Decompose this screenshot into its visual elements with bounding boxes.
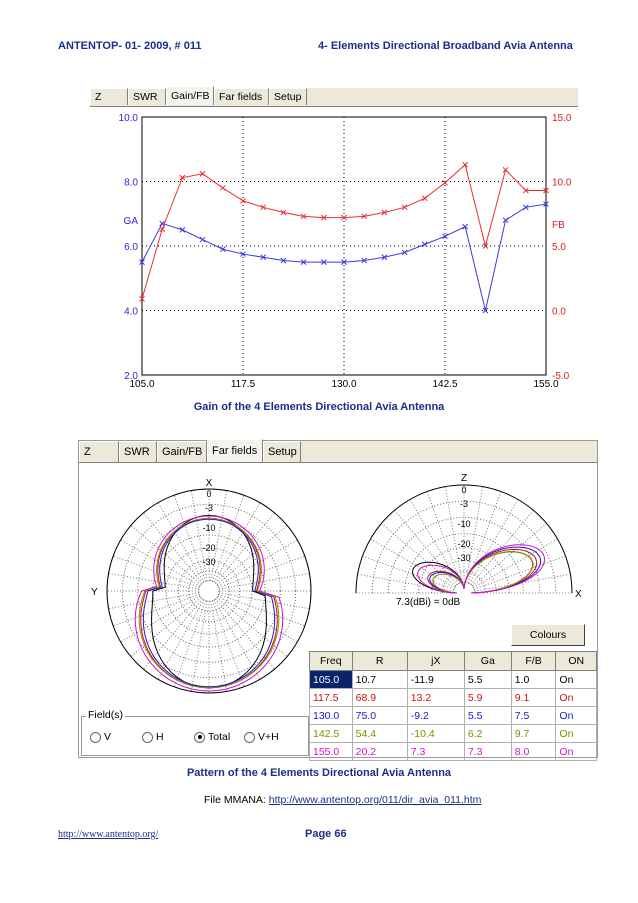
right-tick-label: 15.0 <box>552 113 572 124</box>
table-cell: 9.1 <box>511 689 556 707</box>
polar-spoke <box>218 596 298 642</box>
polar-spoke <box>427 492 460 583</box>
table-cell: 10.7 <box>352 671 407 689</box>
table-cell: 1.0 <box>511 671 556 689</box>
table-header-row <box>310 652 597 671</box>
table-cell: 5.9 <box>464 689 511 707</box>
gain-tab-bar <box>90 88 578 107</box>
axis-label-x-right: X <box>575 589 582 600</box>
ring-label: 0 <box>206 489 212 499</box>
table-cell: 7.3 <box>407 743 464 761</box>
elevation-curve <box>428 549 537 593</box>
tab-z[interactable]: Z <box>90 88 128 105</box>
col-ga[interactable]: Ga <box>464 652 511 671</box>
x-tick-label: 130.0 <box>331 379 357 390</box>
axis-label-y: Y <box>91 587 98 598</box>
left-tick-label: 8.0 <box>124 177 138 189</box>
table-cell: 54.4 <box>352 725 407 743</box>
polar-spoke <box>191 601 207 691</box>
far-fields-window <box>78 440 598 758</box>
table-cell: 142.5 <box>310 725 353 743</box>
right-tick-label: -5.0 <box>552 371 570 382</box>
left-tick-label: 4.0 <box>124 306 138 318</box>
far-tab-bar <box>79 441 597 463</box>
table-cell: -10.4 <box>407 725 464 743</box>
table-cell: 7.5 <box>511 707 556 725</box>
radio-icon[interactable] <box>244 732 255 743</box>
table-cell: 9.7 <box>511 725 556 743</box>
polar-spoke <box>216 513 275 583</box>
left-tick-label: 6.0 <box>124 242 138 253</box>
colours-button[interactable]: Colours <box>511 624 585 646</box>
radio-selected-icon[interactable] <box>194 732 205 743</box>
scale-note: 7.3(dBi) = 0dB <box>396 597 461 608</box>
elevation-pattern-plot <box>349 463 597 643</box>
table-cell: -11.9 <box>407 671 464 689</box>
table-cell: 155.0 <box>310 743 353 761</box>
field-selector <box>81 709 309 756</box>
header-right: 4- Elements Directional Broadband Avia Antenna <box>318 40 573 52</box>
right-tick-label: 0.0 <box>552 306 566 318</box>
file-prefix: File MMANA: <box>204 794 269 806</box>
axis-label-z: Z <box>460 473 468 484</box>
polar-spoke <box>212 495 243 581</box>
tab-setup[interactable]: Setup <box>269 88 307 105</box>
tab-z-2[interactable]: Z <box>79 441 119 462</box>
polar-spoke <box>219 594 305 625</box>
page-number: Page 66 <box>305 828 347 840</box>
tab-gain-fb-2[interactable]: Gain/FB <box>157 441 207 462</box>
polar-spoke <box>121 596 201 642</box>
caption-pattern: Pattern of the 4 Elements Directional Avia Antenna <box>186 767 452 779</box>
table-cell: 7.3 <box>464 743 511 761</box>
polar-spoke <box>214 600 260 680</box>
elevation-curve <box>418 545 545 593</box>
col-freq[interactable]: Freq <box>310 652 353 671</box>
table-cell: On <box>556 689 597 707</box>
gain-fb-chart <box>90 107 578 400</box>
table-cell: 130.0 <box>310 707 353 725</box>
table-cell: 68.9 <box>352 689 407 707</box>
col-jx[interactable]: jX <box>407 652 464 671</box>
polar-spoke <box>472 524 546 586</box>
tab-far-fields-2[interactable]: Far fields <box>207 439 263 462</box>
right-tick-label: 5.0 <box>552 242 566 253</box>
table-cell: -9.2 <box>407 707 464 725</box>
polar-spoke <box>174 495 205 581</box>
header-left: ANTENTOP- 01- 2009, # 011 <box>58 40 202 52</box>
table-cell: 105.0 <box>310 671 353 689</box>
table-cell: 13.2 <box>407 689 464 707</box>
table-cell: 6.2 <box>464 725 511 743</box>
caption-gain: Gain of the 4 Elements Directional Avia Antenna <box>193 401 445 413</box>
polar-spoke <box>174 601 205 687</box>
table-cell: 5.5 <box>464 707 511 725</box>
table-cell: 5.5 <box>464 671 511 689</box>
x-tick-label: 105.0 <box>129 379 155 390</box>
radio-icon[interactable] <box>90 732 101 743</box>
ring-label: -30 <box>202 557 216 567</box>
radio-icon[interactable] <box>142 732 153 743</box>
table-row[interactable] <box>310 707 597 725</box>
table-row[interactable] <box>310 743 597 761</box>
field-option-h-label: H <box>156 731 164 743</box>
polar-spoke <box>113 594 199 625</box>
table-row[interactable] <box>310 671 597 689</box>
polar-spoke <box>212 601 243 687</box>
tab-swr[interactable]: SWR <box>128 88 166 105</box>
tab-far-fields[interactable]: Far fields <box>214 88 269 105</box>
ring-label: -3 <box>204 503 214 513</box>
field-option-total[interactable] <box>194 731 230 743</box>
table-cell: 8.0 <box>511 743 556 761</box>
polar-spoke <box>211 491 227 581</box>
table-cell: On <box>556 743 597 761</box>
x-tick-label: 155.0 <box>533 379 559 390</box>
field-option-h[interactable] <box>142 731 164 743</box>
file-line <box>204 794 481 806</box>
polar-ring <box>199 581 219 601</box>
tab-setup-2[interactable]: Setup <box>263 441 301 462</box>
tab-swr-2[interactable]: SWR <box>119 441 157 462</box>
ring-label: -10 <box>202 523 216 533</box>
ring-label: -3 <box>459 499 469 509</box>
file-link[interactable]: http://www.antentop.org/011/dir_avia_011.htm <box>268 794 482 806</box>
polar-spoke <box>131 525 201 584</box>
polar-spoke <box>158 600 204 680</box>
col-on[interactable]: ON <box>556 652 597 671</box>
tab-gain-fb[interactable]: Gain/FB <box>166 86 214 105</box>
right-tick-label: 10.0 <box>552 177 572 189</box>
footer-link[interactable]: http://www.antentop.org/ <box>58 829 159 840</box>
results-table <box>309 651 597 761</box>
table-cell: On <box>556 725 597 743</box>
polar-ring <box>189 571 230 612</box>
field-option-total-label: Total <box>208 731 231 743</box>
left-tick-label: 10.0 <box>118 113 138 124</box>
table-cell: 20.2 <box>352 743 407 761</box>
ring-label: -10 <box>457 519 471 529</box>
gain-fb-window <box>90 88 578 400</box>
ring-label: -30 <box>457 553 471 563</box>
table-row[interactable] <box>310 725 597 743</box>
field-option-vh[interactable] <box>244 731 279 743</box>
x-tick-label: 117.5 <box>230 379 256 390</box>
polar-spoke <box>217 525 287 584</box>
ring-label: -20 <box>202 543 216 553</box>
table-cell: 117.5 <box>310 689 353 707</box>
table-cell: On <box>556 671 597 689</box>
x-tick-label: 142.5 <box>432 379 458 390</box>
polar-ring <box>178 560 239 621</box>
table-row[interactable] <box>310 689 597 707</box>
field-title: Field(s) <box>88 709 124 721</box>
right-axis-label: FB <box>552 220 565 232</box>
left-tick-label: 2.0 <box>124 371 138 382</box>
polar-spoke <box>466 487 483 583</box>
polar-spoke <box>211 601 227 691</box>
col-r[interactable]: R <box>352 652 407 671</box>
ring-label: -20 <box>457 539 471 549</box>
polar-spoke <box>474 556 565 589</box>
field-option-vh-label: V+H <box>258 731 279 743</box>
left-axis-label: GA <box>123 216 138 228</box>
ring-label: 0 <box>461 485 467 495</box>
field-option-v-label: V <box>104 731 112 743</box>
axis-label-x: X <box>205 478 213 489</box>
field-option-v[interactable] <box>90 731 111 743</box>
col-fb[interactable]: F/B <box>511 652 556 671</box>
table-cell: On <box>556 707 597 725</box>
table-cell: 75.0 <box>352 707 407 725</box>
